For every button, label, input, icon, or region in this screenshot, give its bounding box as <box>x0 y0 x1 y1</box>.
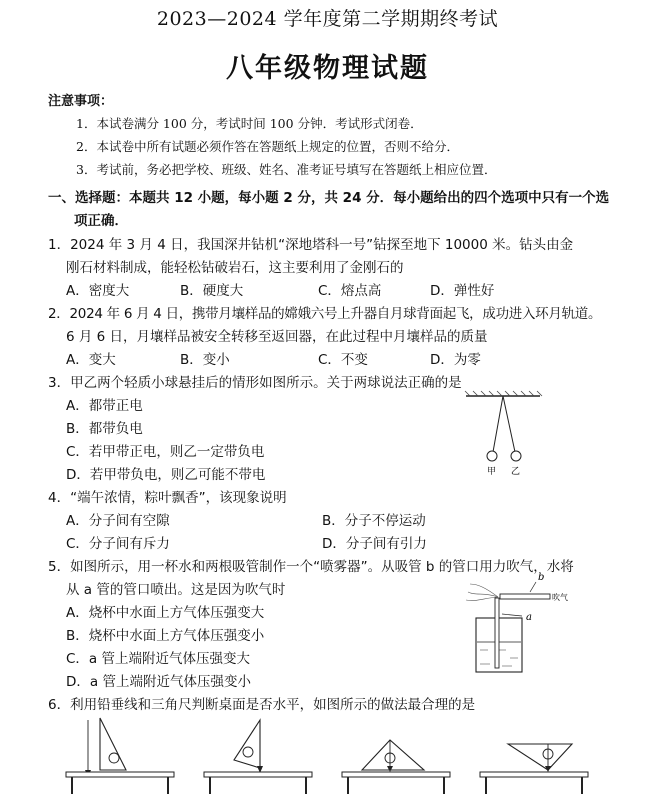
hanging-balls-figure <box>462 390 552 480</box>
exam-header: 2023—2024 学年度第二学期期终考试 <box>156 8 499 30</box>
question-2-line-1: 2．2024 年 6 月 4 日，携带月壤样品的嫦娥六号上升器自月球背面起飞，成功进入环月轨道。 <box>48 306 602 322</box>
question-4-option-d: D．分子间有引力 <box>322 536 427 552</box>
leveling-figure-c <box>338 712 456 794</box>
question-2-option-b: B．变小 <box>180 352 230 368</box>
question-5-option-a: A．烧杯中水面上方气体压强变大 <box>66 605 265 621</box>
question-5-line-1: 5．如图所示，用一杯水和两根吸管制作一个“喷雾器”。从吸管 b 的管口用力吹气，水将 <box>48 559 574 575</box>
section-heading: 一、选择题：本题共 12 小题，每小题 2 分，共 24 分．每小题给出的四个选项中只有一个选 <box>48 190 610 206</box>
question-6-line-1: 6．利用铅垂线和三角尺判断桌面是否水平，如图所示的做法最合理的是 <box>48 697 476 713</box>
leveling-figure-b <box>200 712 318 794</box>
question-1-option-c: C．熔点高 <box>318 283 382 299</box>
note-item: 2．本试卷中所有试题必须作答在答题纸上规定的位置，否则不给分． <box>76 139 459 154</box>
question-4-line-1: 4．“端午浓情，粽叶飘香”，该现象说明 <box>48 490 287 506</box>
question-3-option-a: A．都带正电 <box>66 398 143 414</box>
straw-b-label: b <box>538 572 545 583</box>
question-1-option-a: A．密度大 <box>66 283 130 299</box>
question-5-line-2: 从 a 管的管口喷出。这是因为吹气时 <box>66 582 286 598</box>
question-5-option-b: B．烧杯中水面上方气体压强变小 <box>66 628 265 644</box>
question-2-line-2: 6 月 6 日，月壤样品被安全转移至返回器，在此过程中月壤样品的质量 <box>66 329 488 345</box>
question-1-line-1: 1．2024 年 3 月 4 日，我国深井钻机“深地塔科一号”钻探至地下 10000 米。钻头由金 <box>48 237 574 253</box>
sprayer-figure <box>462 570 572 680</box>
exam-title: 八年级物理试题 <box>226 53 429 84</box>
question-4-option-b: B．分子不停运动 <box>322 513 426 529</box>
notes-heading: 注意事项： <box>48 94 114 109</box>
question-3-option-b: B．都带负电 <box>66 421 143 437</box>
question-2-option-a: A．变大 <box>66 352 116 368</box>
question-1-line-2: 刚石材料制成，能轻松钻破岩石，这主要利用了金刚石的 <box>66 260 404 276</box>
question-4-option-a: A．分子间有空隙 <box>66 513 170 529</box>
question-1-option-d: D．弹性好 <box>430 283 495 299</box>
question-2-option-c: C．不变 <box>318 352 368 368</box>
question-3-line-1: 3．甲乙两个轻质小球悬挂后的情形如图所示。关于两球说法正确的是 <box>48 375 462 391</box>
section-heading-continued: 项正确． <box>74 213 128 229</box>
question-4-option-c: C．分子间有斥力 <box>66 536 170 552</box>
note-item: 1．本试卷满分 100 分，考试时间 100 分钟．考试形式闭卷． <box>76 116 423 131</box>
question-3-option-d: D．若甲带负电，则乙可能不带电 <box>66 467 266 483</box>
question-5-option-d: D．a 管上端附近气体压强变小 <box>66 674 251 690</box>
leveling-figure-a <box>62 712 180 794</box>
ball-label-a: 甲 <box>487 467 497 477</box>
note-item: 3．考试前，务必把学校、班级、姓名、准考证号填写在答题纸上相应位置． <box>76 162 497 177</box>
question-2-option-d: D．为零 <box>430 352 481 368</box>
question-3-option-c: C．若甲带正电，则乙一定带负电 <box>66 444 265 460</box>
question-5-option-c: C．a 管上端附近气体压强变大 <box>66 651 250 667</box>
straw-a-label: a <box>526 612 532 623</box>
blow-label: 吹气 <box>552 593 568 602</box>
question-1-option-b: B．硬度大 <box>180 283 244 299</box>
leveling-figure-d <box>476 712 594 794</box>
ball-label-b: 乙 <box>511 467 521 477</box>
